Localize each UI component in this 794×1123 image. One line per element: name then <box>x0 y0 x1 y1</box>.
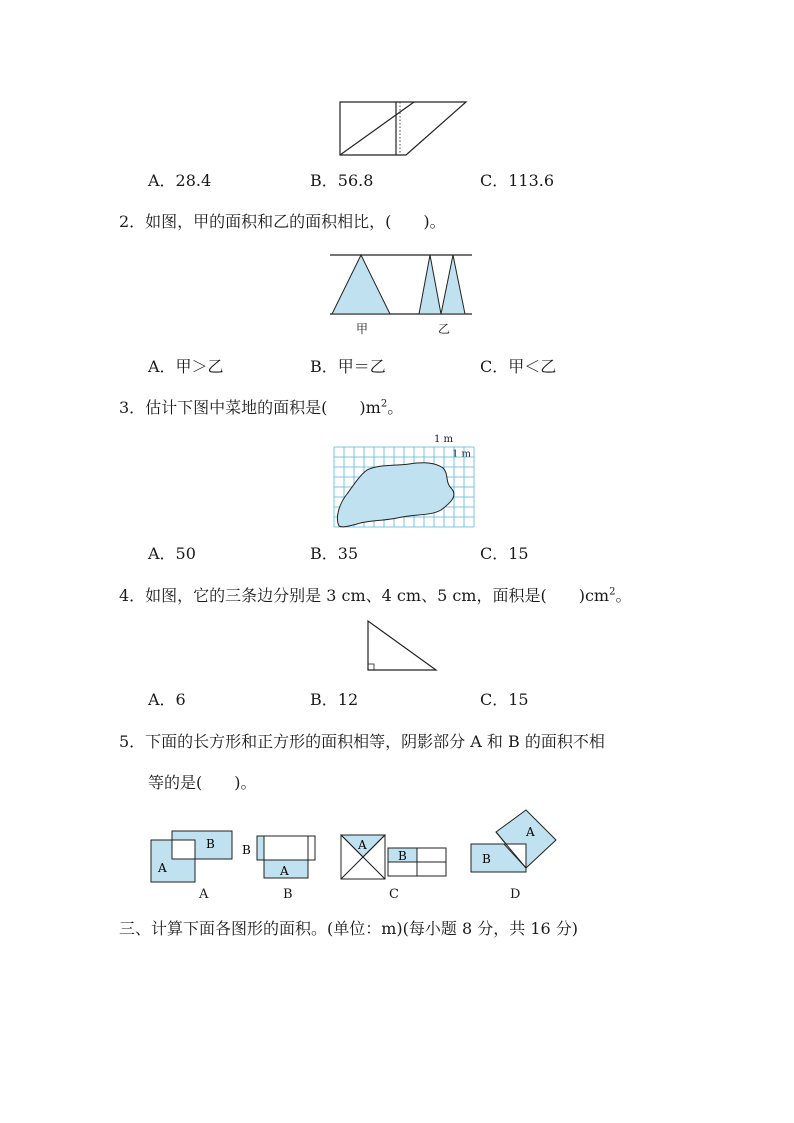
q5-a-overlap <box>172 840 195 859</box>
q5-stem-line2: 等的是( )。 <box>148 773 257 792</box>
q2-triangle-yi-1 <box>419 255 441 314</box>
q5-caption-b[interactable]: B <box>283 887 293 902</box>
q5-a-letter-b: B <box>206 837 215 851</box>
q2-option-b[interactable]: B．甲＝乙 <box>310 357 386 376</box>
q5-b-rectangle <box>257 836 315 860</box>
q1-option-c[interactable]: C．113.6 <box>480 171 555 190</box>
q5-a-letter-a: A <box>158 861 167 875</box>
q1-option-b[interactable]: B．56.8 <box>310 171 374 190</box>
q4-stem <box>119 586 631 606</box>
q4-stem-text: 4．如图，它的三条边分别是 3 cm、4 cm、5 cm，面积是( )cm <box>119 586 610 605</box>
q1-figure <box>336 98 470 158</box>
q5-figure-b <box>240 832 320 882</box>
q2-stem: 2．如图，甲的面积和乙的面积相比，( )。 <box>119 212 446 231</box>
q5-d-letter-b: B <box>482 852 491 866</box>
q2-figure <box>330 252 472 316</box>
q5-caption-a[interactable]: A <box>199 887 209 902</box>
q3-option-a[interactable]: A．50 <box>148 544 196 563</box>
q3-stem-text: 3．估计下图中菜地的面积是( )m <box>119 398 381 417</box>
q2-label-jia: 甲 <box>356 322 369 336</box>
q4-option-b[interactable]: B．12 <box>310 690 359 709</box>
q3-grid-figure <box>333 446 475 528</box>
q2-triangle-yi-2 <box>441 255 465 314</box>
q4-option-a[interactable]: A．6 <box>148 690 186 709</box>
q4-right-triangle <box>368 621 436 670</box>
q1-option-a[interactable]: A．28.4 <box>148 171 212 190</box>
q4-right-angle-mark <box>368 664 374 670</box>
q5-figure-d <box>468 808 562 880</box>
q3-stem <box>119 398 403 418</box>
q5-b-letter-b: B <box>242 843 251 857</box>
q3-option-c[interactable]: C．15 <box>480 544 529 563</box>
q4-figure <box>364 619 440 673</box>
q4-stem-sup: 2 <box>609 586 616 598</box>
q2-triangle-jia <box>332 255 390 314</box>
q1-diagonal <box>340 102 414 155</box>
q5-figure-c <box>338 832 450 882</box>
q5-c-letter-b: B <box>398 849 407 863</box>
q2-option-c[interactable]: C．甲＜乙 <box>480 357 557 376</box>
q5-c-letter-a: A <box>358 838 367 852</box>
q2-option-a[interactable]: A．甲＞乙 <box>148 357 224 376</box>
q3-grid-label-h: 1 m <box>434 434 454 445</box>
q3-stem-end: 。 <box>387 398 404 417</box>
q4-option-c[interactable]: C．15 <box>480 690 529 709</box>
q5-figure-a <box>148 828 234 884</box>
q2-label-yi: 乙 <box>438 322 451 336</box>
q3-option-b[interactable]: B．35 <box>310 544 359 563</box>
section3-heading: 三、计算下面各图形的面积。(单位：m)(每小题 8 分，共 16 分) <box>119 919 579 938</box>
q3-stem-sup: 2 <box>380 398 388 410</box>
q3-grid-label-v: 1 m <box>452 449 472 460</box>
q5-d-letter-a: A <box>526 825 535 839</box>
q4-stem-end: 。 <box>615 586 632 605</box>
q5-b-shade-b <box>257 836 264 860</box>
q5-caption-c[interactable]: C <box>389 887 399 902</box>
q5-stem-line1: 5．下面的长方形和正方形的面积相等，阴影部分 A 和 B 的面积不相 <box>119 732 605 751</box>
q5-caption-d[interactable]: D <box>510 887 521 902</box>
q5-b-letter-a: A <box>280 864 289 878</box>
